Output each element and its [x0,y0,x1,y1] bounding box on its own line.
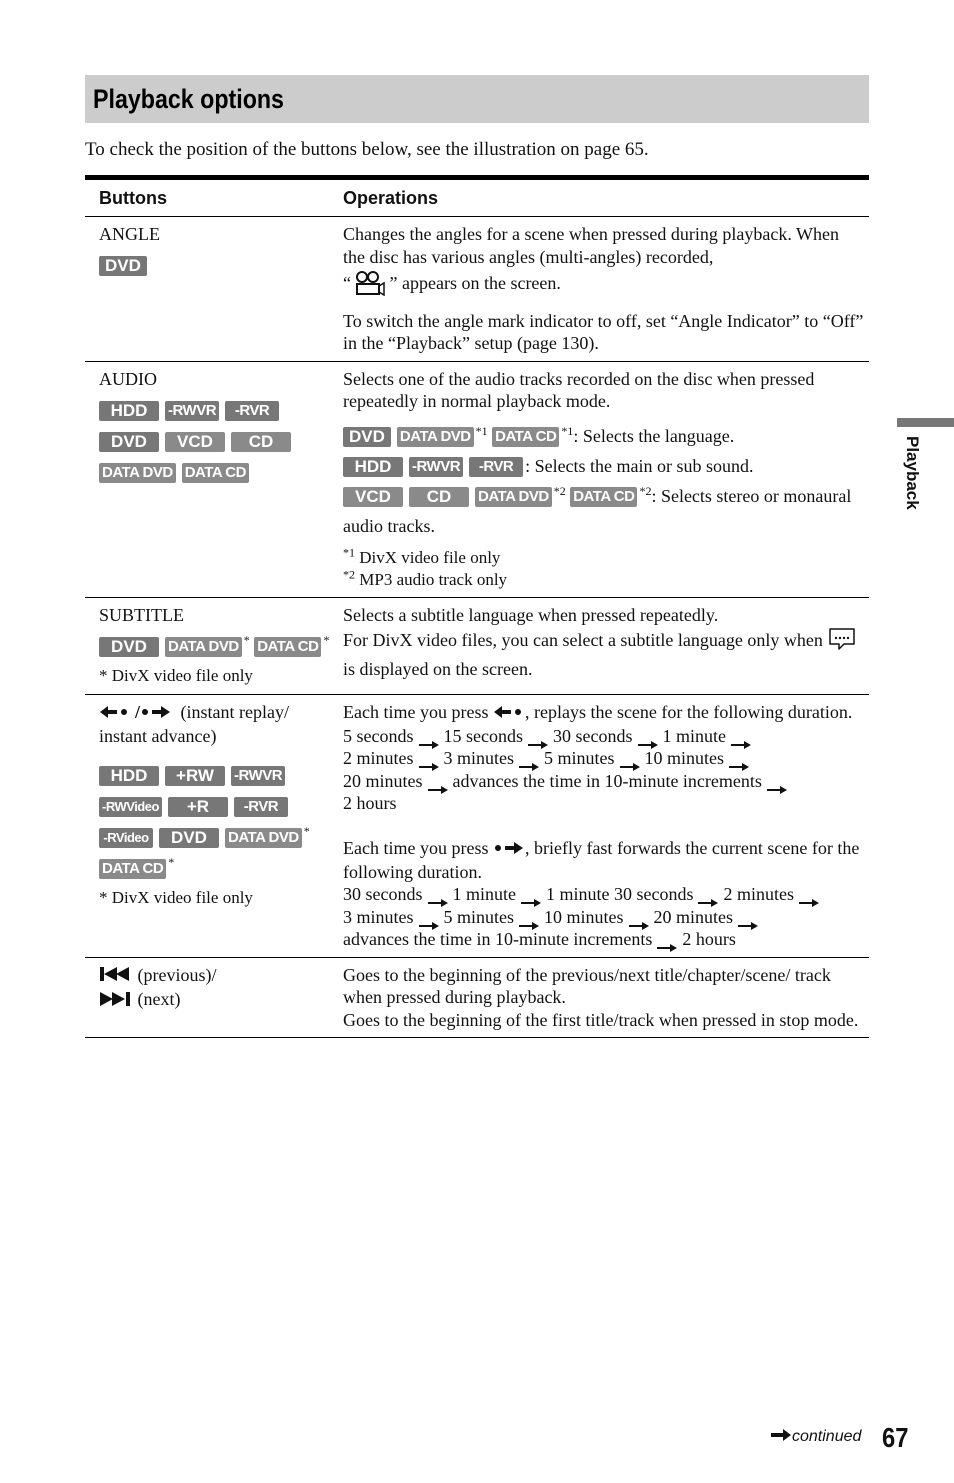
replay-note: * DivX video file only [99,888,253,908]
replay-steps [343,726,792,814]
right-arrow-icon [766,778,788,788]
disc-badge-data-cd: DATA CD [492,427,559,447]
prevnext-desc-2: Goes to the beginning of the first title/track when pressed in stop mode. [343,1009,859,1030]
angle-desc-1: Changes the angles for a scene when pressed during playback. When the disc has various angles (multi-angles) recorded, [343,224,840,267]
duration-step: 1 minute 30 seconds [546,884,694,905]
subtitle-operation-cell [337,597,869,694]
table-row [85,217,869,362]
duration-step: 3 minutes [343,906,414,927]
disc-badge-vcd: VCD [165,432,225,452]
disc-badge-data-dvd: DATA DVD [475,487,552,507]
duration-step: 10 minutes [644,748,724,769]
table-header-row [85,178,869,217]
disc-badge-dvd: DVD [343,427,391,447]
duration-step: 30 seconds [553,725,633,746]
disc-badge-hdd: HDD [99,401,159,421]
disc-badge-plus-r: +R [168,797,228,817]
subtitle-indicator-icon [827,626,857,658]
table-row [85,361,869,597]
disc-badge-data-dvd: DATA DVD [165,637,242,657]
angle-operation-cell [337,217,869,362]
disc-badge-data-cd: DATA CD [570,487,637,507]
audio-group3-text: : Selects stereo or monaural audio tracks. [343,485,852,536]
disc-badge-cd: CD [231,432,291,452]
right-arrow-icon [730,733,752,743]
continued-text: continued [792,1428,862,1446]
disc-badge-r-video: -RVideo [99,828,153,848]
right-arrow-icon [656,936,678,946]
replay-paragraph [343,701,865,815]
disc-badge-rwvr: -RWVR [165,401,219,421]
page-title: Playback options [93,83,284,114]
duration-step: 2 hours [682,929,736,950]
disc-badge-rw-video: -RWVideo [99,797,162,817]
duration-step: 5 seconds [343,725,414,746]
audio-note-1: DivX video file only [355,547,501,567]
duration-step: 1 minute [452,884,516,905]
disc-badge-cd: CD [409,487,469,507]
footnote-mark: *2 [553,483,566,498]
col-header-buttons: Buttons [85,178,337,217]
next-icon [99,990,133,1013]
page-number: 67 [882,1422,909,1453]
disc-badge-hdd: HDD [99,766,159,786]
disc-badge-data-dvd: DATA DVD [397,427,474,447]
subtitle-name: SUBTITLE [99,604,184,625]
table-row [85,694,869,957]
angle-open-quote: “ [343,272,351,293]
replay-button-cell: / (instant replay/ instant advance) HDD +RW -RWVR -RWVideo +R -RVR -RVideo DVD DATA DVD * DATA CD * * DivX video file only [85,694,337,957]
footnote-mark: * [168,855,175,870]
advance-text-pre: Each time you press [343,837,493,858]
audio-name: AUDIO [99,368,157,389]
previous-icon [99,965,133,988]
disc-badge-data-cd: DATA CD [99,859,166,879]
disc-badge-rvr: -RVR [234,797,288,817]
duration-step: 15 seconds [443,725,523,746]
right-arrow-icon [527,733,549,743]
instant-replay-icon [99,702,135,725]
footnote-mark: * [323,633,330,647]
intro-text: To check the position of the buttons below, see the illustration on page 65. [85,139,649,160]
footnote-mark: *1 [475,423,488,438]
disc-badge-rvr: -RVR [469,457,523,477]
prevnext-desc-1: Goes to the beginning of the previous/next title/chapter/scene/ track when pressed during playback. [343,964,831,1008]
disc-badge-data-cd: DATA CD [182,463,249,483]
duration-step: advances the time in 10-minute increments [452,770,762,791]
replay-text-pre: Each time you press [343,701,493,722]
angle-mark-icon [351,268,385,302]
right-arrow-icon [798,891,820,901]
right-arrow-icon [427,778,449,788]
right-arrow-icon [418,733,440,743]
disc-badge-plus-rw: +RW [165,766,225,786]
angle-desc-3: To switch the angle mark indicator to off, set “Angle Indicator” to “Off” in the “Playback” setup (page 130). [343,310,864,353]
right-arrow-icon [427,891,449,901]
disc-badge-rwvr: -RWVR [409,457,463,477]
right-arrow-icon [418,914,440,924]
audio-desc: Selects one of the audio tracks recorded on the disc when pressed repeatedly in normal playback mode. [343,368,815,411]
audio-group2-text: : Selects the main or sub sound. [525,455,754,476]
continued-arrow-icon [770,1428,792,1446]
duration-step: 5 minutes [544,748,615,769]
prevnext-button-cell [85,957,337,1038]
right-arrow-icon [628,914,650,924]
operations-table [85,175,869,1038]
subtitle-desc-2: For DivX video files, you can select a subtitle language only when [343,629,823,650]
disc-badge-dvd: DVD [159,828,219,848]
duration-step: 2 minutes [343,748,414,769]
footnote-mark: *1 [343,544,355,559]
instant-advance-icon [140,702,176,725]
disc-badge-data-dvd: DATA DVD [99,463,176,483]
right-arrow-icon [518,914,540,924]
audio-group1-text: : Selects the language. [573,425,735,446]
right-arrow-icon [697,891,719,901]
table-row [85,957,869,1038]
angle-button-cell [85,217,337,362]
section-tab-marker [897,418,954,427]
duration-step: 30 seconds [343,884,423,905]
disc-badge-dvd: DVD [99,637,159,657]
duration-step: 10 minutes [544,906,624,927]
continued-label [770,1428,861,1446]
right-arrow-icon [737,914,759,924]
subtitle-note: * DivX video file only [99,666,253,685]
previous-label: (previous)/ [133,964,217,985]
footnote-mark: * [303,824,310,839]
audio-button-cell [85,361,337,597]
replay-name: (instant replay/ instant advance) [99,701,289,746]
section-title-bar [85,75,869,123]
footnote-mark: *2 [639,483,652,498]
right-arrow-icon [518,755,540,765]
disc-badge-dvd: DVD [99,256,147,276]
advance-steps [343,884,824,949]
right-arrow-icon [728,755,750,765]
right-arrow-icon [418,755,440,765]
right-arrow-icon [520,891,542,901]
replay-operation-cell [337,694,869,957]
subtitle-desc-3: is displayed on the screen. [343,658,533,679]
next-label: (next) [133,988,181,1009]
right-arrow-icon [619,755,641,765]
audio-operation-cell [337,361,869,597]
disc-badge-dvd: DVD [99,432,159,452]
duration-step: 20 minutes [653,906,733,927]
audio-note-2: MP3 audio track only [355,569,508,589]
angle-name: ANGLE [99,224,160,244]
duration-step: 5 minutes [443,906,514,927]
prevnext-operation-cell [337,957,869,1038]
disc-badge-data-dvd: DATA DVD [225,828,302,848]
disc-badge-rvr: -RVR [225,401,279,421]
instant-replay-icon [493,702,525,725]
subtitle-button-cell [85,597,337,694]
duration-step: advances the time in 10-minute increments [343,929,653,950]
replay-text-post: , replays the scene for the following duration. [524,701,853,722]
col-header-operations: Operations [337,178,869,217]
section-tab-label: Playback [903,436,922,510]
disc-badge-data-cd: DATA CD [254,637,321,657]
duration-step: 1 minute [662,725,726,746]
right-arrow-icon [637,733,659,743]
advance-paragraph [343,837,865,951]
disc-badge-vcd: VCD [343,487,403,507]
disc-badge-rwvr: -RWVR [231,766,285,786]
subtitle-desc-1: Selects a subtitle language when pressed repeatedly. [343,604,719,625]
duration-step: 2 minutes [723,884,794,905]
duration-step: 3 minutes [443,748,514,769]
angle-desc-2: ” appears on the screen. [385,272,561,293]
duration-step: 2 hours [343,793,397,814]
advance-text-post: , briefly fast forwards the current scene for the following duration. [343,837,860,882]
footnote-mark: * [243,633,250,647]
disc-badge-hdd: HDD [343,457,403,477]
instant-advance-icon [493,838,525,861]
footnote-mark: *1 [561,423,574,438]
table-row [85,597,869,694]
footnote-mark: *2 [343,566,355,581]
duration-step: 20 minutes [343,770,423,791]
